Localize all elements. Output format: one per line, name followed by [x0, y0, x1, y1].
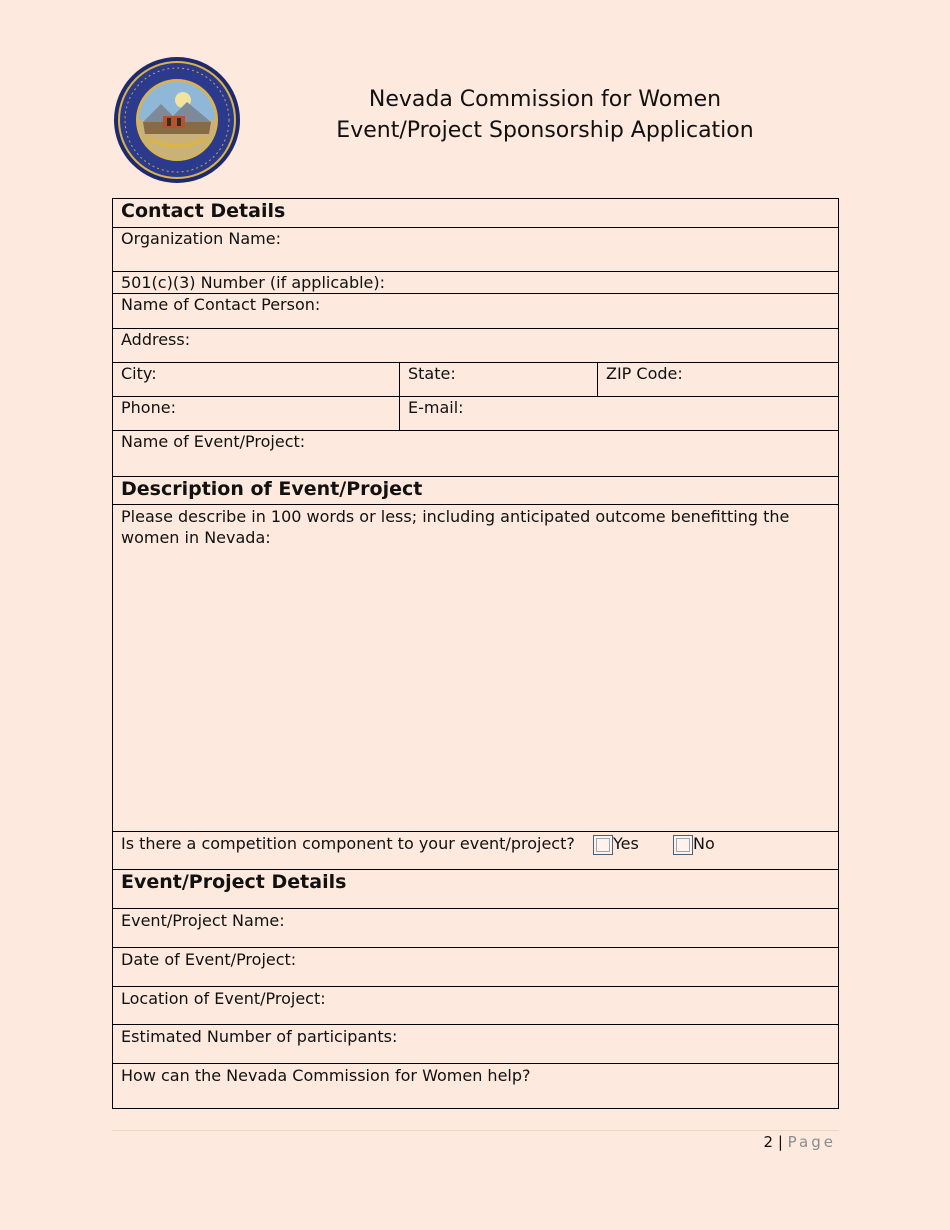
yes-checkbox[interactable] [593, 835, 613, 855]
application-form [112, 198, 839, 1109]
participants-row[interactable] [113, 1025, 838, 1064]
email-field[interactable]: E-mail: [399, 397, 838, 430]
contact-person-label: Name of Contact Person: [121, 295, 321, 314]
description-header-row [113, 477, 838, 505]
no-option[interactable] [673, 832, 753, 869]
description-prompt: Please describe in 100 words or less; including anticipated outcome benefitting the women in Nevada: [121, 507, 790, 547]
no-label: No [693, 834, 715, 853]
title-line-1: Nevada Commission for Women [368, 87, 722, 112]
project-date-label: Date of Event/Project: [121, 950, 297, 969]
yes-label: Yes [613, 834, 639, 853]
state-seal-icon [113, 56, 241, 184]
competition-row [113, 832, 838, 870]
event-name-label: Name of Event/Project: [121, 432, 306, 451]
page-separator: | [777, 1133, 783, 1151]
phone-email-row [113, 397, 838, 431]
description-heading: Description of Event/Project [121, 478, 423, 500]
document-title [300, 84, 790, 146]
contact-person-row[interactable] [113, 294, 838, 329]
help-label: How can the Nevada Commission for Women help? [121, 1066, 531, 1085]
footer-divider [112, 1130, 839, 1131]
page-footer [764, 1133, 837, 1151]
page-number: 2 [763, 1133, 774, 1151]
state-field[interactable]: State: [399, 363, 597, 396]
project-location-row[interactable] [113, 987, 838, 1025]
title-line-2: Event/Project Sponsorship Application [336, 118, 754, 143]
event-name-row[interactable] [113, 431, 838, 477]
zip-field[interactable]: ZIP Code: [597, 363, 838, 396]
yes-option[interactable] [593, 832, 673, 869]
org-name-row[interactable] [113, 228, 838, 272]
project-name-label: Event/Project Name: [121, 911, 285, 930]
project-date-row[interactable] [113, 948, 838, 987]
description-row[interactable] [113, 505, 838, 832]
address-label: Address: [121, 330, 191, 349]
ein-label: 501(c)(3) Number (if applicable): [121, 273, 386, 292]
project-location-label: Location of Event/Project: [121, 989, 326, 1008]
address-row[interactable] [113, 329, 838, 363]
org-name-label: Organization Name: [121, 229, 281, 248]
help-row[interactable] [113, 1064, 838, 1108]
contact-details-header-row [113, 199, 838, 228]
details-heading: Event/Project Details [121, 871, 347, 893]
no-checkbox[interactable] [673, 835, 693, 855]
participants-label: Estimated Number of participants: [121, 1027, 398, 1046]
ein-row[interactable] [113, 272, 838, 294]
page-label: Page [787, 1133, 836, 1151]
city-field[interactable]: City: [121, 364, 157, 383]
competition-question: Is there a competition component to your event/project? [121, 834, 575, 853]
city-state-zip-row [113, 363, 838, 397]
project-name-row[interactable] [113, 909, 838, 948]
details-header-row [113, 870, 838, 909]
contact-details-heading: Contact Details [121, 200, 286, 222]
phone-field[interactable]: Phone: [121, 398, 176, 417]
